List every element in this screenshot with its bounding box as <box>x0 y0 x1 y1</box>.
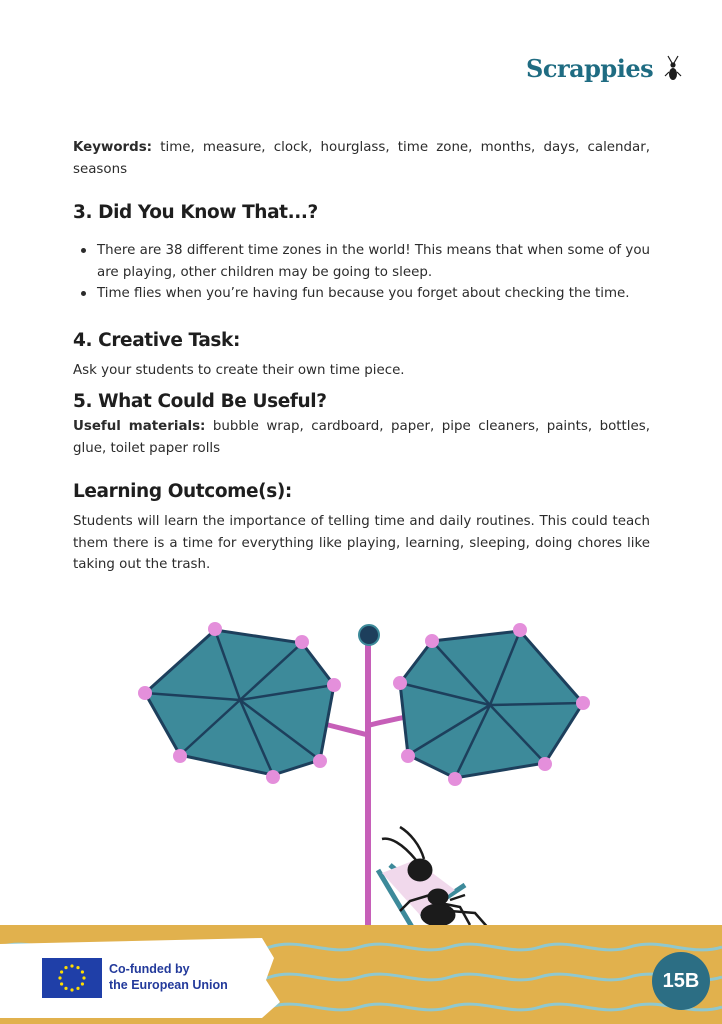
logo-text: Scrappies <box>526 54 654 83</box>
useful-materials-text: bubble wrap, cardboard, paper, pipe cleaners, paints, bottles, glue, toilet paper rolls <box>73 419 650 456</box>
page-number-badge: 15B <box>652 952 710 1010</box>
fact-item: Time flies when you’re having fun because you forget about checking the time. <box>97 283 650 305</box>
ant-logo-icon <box>664 54 682 82</box>
keywords-label: Keywords: <box>73 140 153 155</box>
pole-top <box>359 625 379 645</box>
keywords-paragraph <box>73 137 650 180</box>
useful-materials-label: Useful materials: <box>73 419 206 434</box>
learning-outcome-heading: Learning Outcome(s): <box>73 481 292 502</box>
right-umbrella <box>393 623 590 786</box>
section-5-heading: 5. What Could Be Useful? <box>73 391 327 412</box>
section-4-heading: 4. Creative Task: <box>73 329 240 351</box>
eu-funding-text <box>109 961 228 993</box>
creative-task-text: Ask your students to create their own time piece. <box>73 362 405 378</box>
left-umbrella <box>138 622 341 784</box>
useful-materials-paragraph <box>73 416 650 459</box>
umbrella-ant-illustration <box>120 615 610 935</box>
pole <box>365 637 371 935</box>
main-content <box>73 137 650 576</box>
scrappies-logo <box>526 52 686 88</box>
eu-line-2: the European Union <box>109 978 228 992</box>
eu-line-1: Co-funded by <box>109 962 190 976</box>
section-3-heading: 3. Did You Know That...? <box>73 202 318 223</box>
facts-list <box>73 240 650 305</box>
learning-outcome-text: Students will learn the importance of telling time and daily routines. This could teach them there is a time for everything like playing, learning, sleeping, doing chores like taking out the trash. <box>73 514 650 572</box>
fact-item: There are 38 different time zones in the world! This means that when some of you are playing, other children may be going to sleep. <box>97 240 650 283</box>
eu-flag-icon <box>42 958 102 998</box>
keywords-text: time, measure, clock, hourglass, time zone, months, days, calendar, seasons <box>73 140 650 177</box>
